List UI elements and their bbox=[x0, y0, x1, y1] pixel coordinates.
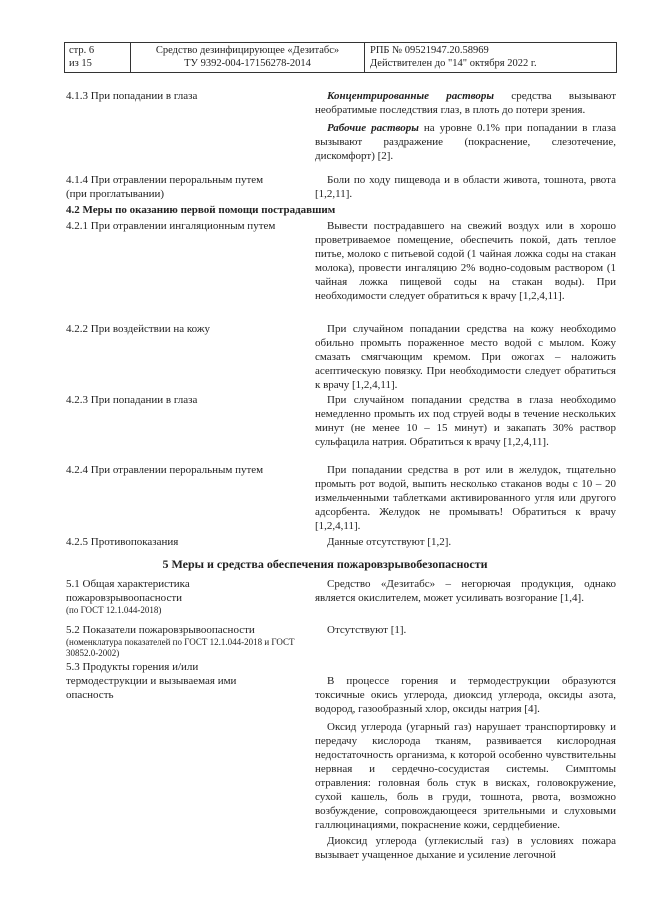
registration-cell bbox=[365, 43, 616, 72]
label-4-2-1: 4.2.1 При отравлении ингаляционным путем bbox=[66, 220, 276, 232]
label-4-2-3: 4.2.3 При попадании в глаза bbox=[66, 394, 198, 406]
text-4-2-5: Данные отсутствуют [1,2]. bbox=[327, 536, 452, 548]
text-4-2-4: При попадании средства в рот или в желудок, тщательно промыть рот водой, выпить несколько стаканов воды с 10 – 20 измельченными таблетками активированного угля или другого адсорбента. Желудок не промывать! Обратиться к врачу [1,2,4,11]. bbox=[315, 464, 616, 532]
label-4-2-4: 4.2.4 При отравлении пероральным путем bbox=[66, 464, 264, 476]
label-5-2-text: 5.2 Показатели пожаровзрывоопасности bbox=[66, 624, 255, 636]
work-term: Рабочие растворы bbox=[327, 122, 419, 134]
label-4-1-3: 4.1.3 При попадании в глаза bbox=[66, 90, 198, 102]
para-5-3-2: Оксид углерода (угарный газ) нарушает транспортировку и передачу кислорода тканям, развивается кислородная недостаточность организма, к которой особенно чувствительны нервная и сердечно-сосудистая системы. Симптомы отравления: головная боль стук в висках, головокружение, сухой кашель, боль в груди, тошнота, рвота, возможно возбуждение, сопровождающееся зрительными и слуховыми галлюцинациями, покраснение кожи, сердцебиение. bbox=[315, 721, 616, 831]
page-label: стр. 6 bbox=[69, 45, 95, 56]
text-4-1-3 bbox=[315, 89, 616, 163]
page-of: из 15 bbox=[69, 58, 92, 69]
text-4-1-4: Боли по ходу пищевода и в области живота, тошнота, рвота [1,2,11]. bbox=[315, 174, 616, 200]
document-header bbox=[64, 42, 617, 73]
product-cell bbox=[131, 43, 365, 72]
para-5-3-1: В процессе горения и термодеструкции образуются токсичные окись углерода, диоксид углерода, оксиды азота, водород, газообразный хлор, оксиды натрия [4]. bbox=[315, 675, 616, 715]
text-5-3 bbox=[315, 674, 616, 862]
label-5-2 bbox=[66, 623, 311, 659]
conc-text: средства вызывают необратимые последствия глаз, в плоть до потери зрения. bbox=[315, 90, 617, 116]
page-number-cell bbox=[65, 43, 131, 72]
label-4-2-2: 4.2.2 При воздействии на кожу bbox=[66, 323, 210, 335]
tu-number: ТУ 9392-004-17156278-2014 bbox=[184, 58, 311, 69]
label-5-1-text: 5.1 Общая характеристика пожаровзрывоопасности bbox=[66, 578, 190, 604]
label-5-2-note: (номенклатура показателей по ГОСТ 12.1.044-2018 и ГОСТ 30852.0-2002) bbox=[66, 637, 295, 658]
text-4-2-2: При случайном попадании средства на кожу необходимо обильно промыть пораженное место водой с мылом. Кожу смазать смягчающим кремом. При ожогах – наложить асептическую повязку. При необходимости следует обратиться к врачу [1,2,4,11]. bbox=[315, 323, 616, 391]
valid-until: Действителен до "14" октября 2022 г. bbox=[370, 58, 537, 69]
text-4-2-3: При случайном попадании средства в глаза необходимо немедленно промыть их под струей воды в течение нескольких минут (не менее 10 – 15 минут) и закапать 30% раствор сульфацила натрия. Обратиться к врачу [1,2,4,11]. bbox=[315, 394, 616, 448]
text-5-2: Отсутствуют [1]. bbox=[327, 624, 407, 636]
para-5-3-3: Диоксид углерода (углекислый газ) в условиях пожара вызывает учащенное дыхание и усиление легочной bbox=[315, 835, 616, 861]
product-title: Средство дезинфицирующее «Дезитабс» bbox=[155, 45, 340, 56]
heading-5: 5 Меры и средства обеспечения пожаровзрывобезопасности bbox=[162, 557, 488, 571]
label-4-2-5: 4.2.5 Противопоказания bbox=[66, 536, 179, 548]
label-5-1-note: (по ГОСТ 12.1.044-2018) bbox=[66, 605, 162, 615]
rpb-number: РПБ № 09521947.20.58969 bbox=[370, 45, 489, 56]
conc-term: Концентрированные растворы bbox=[327, 90, 495, 102]
label-4-1-4: 4.1.4 При отравлении пероральным путем (при проглатывании) bbox=[66, 174, 264, 200]
label-5-1 bbox=[66, 577, 291, 616]
work-text: на уровне 0.1% при попадании в глаза вызывают раздражение (покраснение, слезотечение, дискомфорт) [2]. bbox=[315, 122, 616, 162]
text-5-1: Средство «Дезитабс» – негорючая продукция, однако является окислителем, может усиливать возгорание [1,4]. bbox=[315, 578, 616, 604]
label-5-3: 5.3 Продукты горения и/или термодеструкции и вызываемая ими опасность bbox=[66, 661, 237, 701]
heading-4-2: 4.2 Меры по оказанию первой помощи пострадавшим bbox=[66, 204, 336, 216]
text-4-2-1: Вывести пострадавшего на свежий воздух или в хорошо проветриваемое помещение, обеспечить покой, дать теплое питье, молоко с питьевой содой (1 чайная ложка соды на стакан молока), провести ингаляцию 2% водно-содовым раствором (1 чайная ложка пищевой соды на стакан воды). При необходимости следует обратиться к врачу [1,2,4,11]. bbox=[315, 220, 616, 302]
